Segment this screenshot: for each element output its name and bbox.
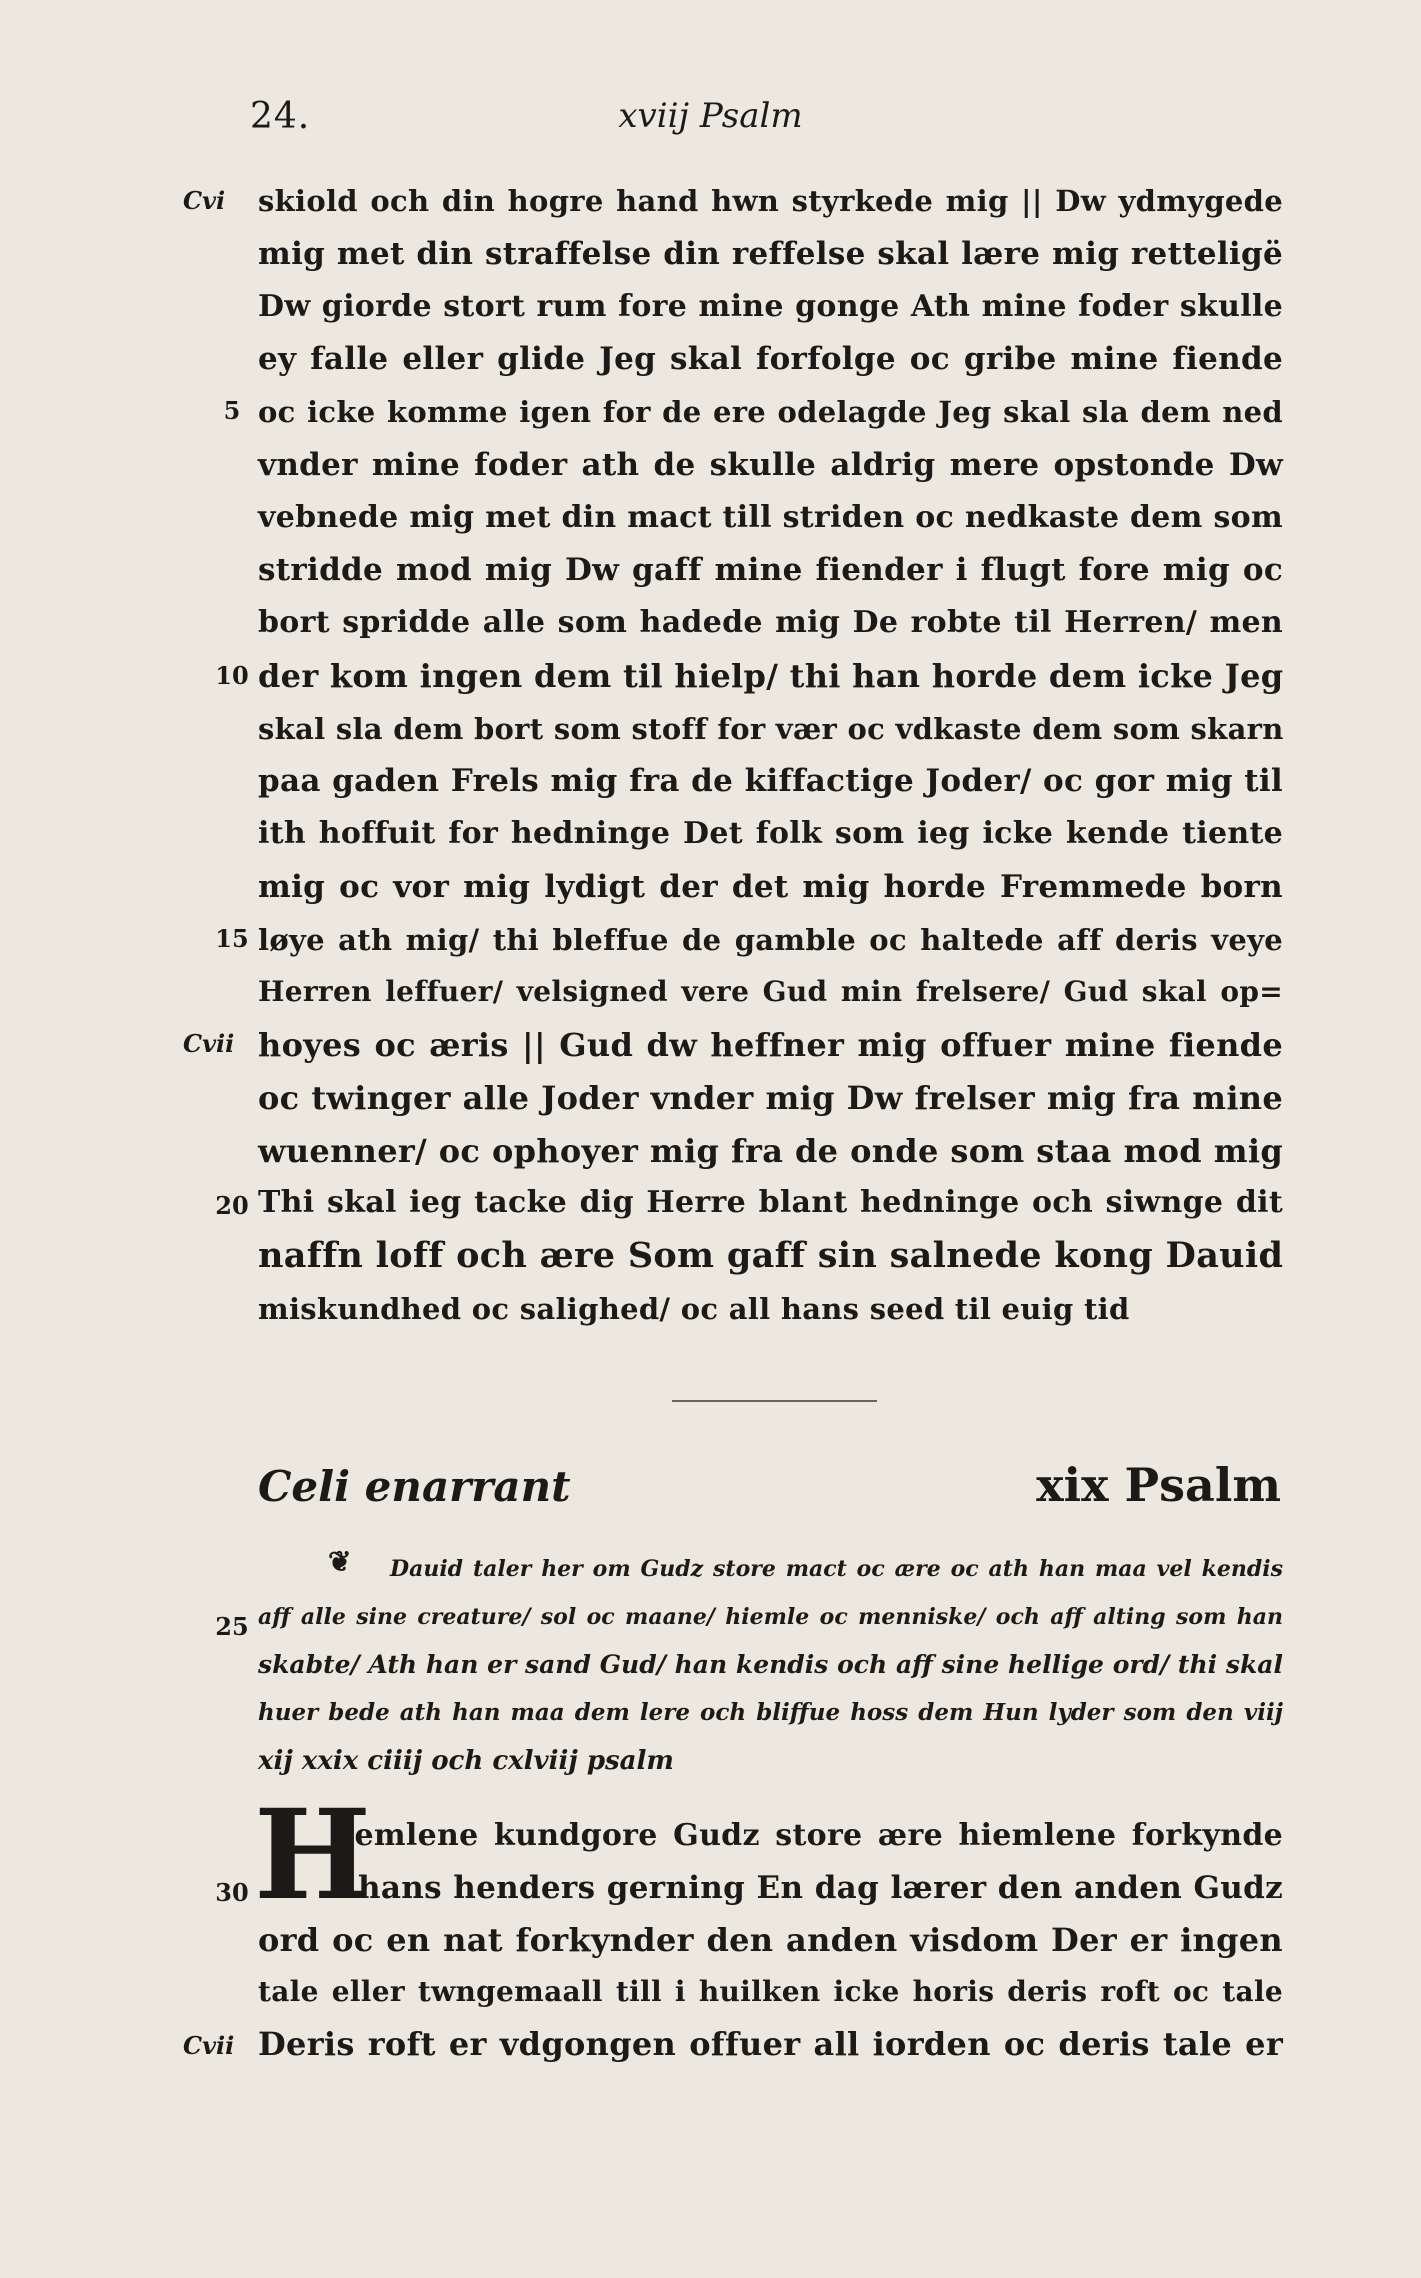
text-line: Dw giorde stort rum fore mine gonge Ath mine foder skulle xyxy=(258,289,1283,324)
text-line: Herren leffuer/ velsigned vere Gud min frelsere/ Gud skal op= xyxy=(258,975,1283,1008)
fleuron-icon: ❦ xyxy=(328,1545,352,1578)
text-line: ith hoffuit for hedninge Det folk som ieg icke kende tiente xyxy=(258,816,1283,851)
text-line: miskundhed oc salighed/ oc all hans seed til euig tid xyxy=(258,1292,1130,1326)
psalm-number: xix Psalm xyxy=(1036,1458,1281,1512)
text-line: stridde mod mig Dw gaff mine fiender i flugt fore mig oc xyxy=(258,552,1283,588)
text-line: paa gaden Frels mig fra de kiffactige Joder/ oc gor mig til xyxy=(258,763,1283,799)
line-number: 30 xyxy=(215,1878,249,1907)
text-line: der kom ingen dem til hielp/ thi han horde dem icke Jeg xyxy=(258,657,1284,695)
margin-note: Cvi xyxy=(183,186,226,215)
summary-line: aff alle sine creature/ sol oc maane/ hiemle oc menniske/ och aff alting som han xyxy=(258,1604,1283,1630)
line-number: 5 xyxy=(223,396,241,425)
page-header xyxy=(0,96,1421,146)
section-divider xyxy=(672,1400,877,1402)
line-number: 10 xyxy=(215,661,249,690)
line-number: 20 xyxy=(215,1191,249,1220)
text-line: oc twinger alle Joder vnder mig Dw frelser mig fra mine xyxy=(258,1079,1283,1117)
psalm-incipit: Celi enarrant xyxy=(258,1462,571,1511)
line-number: 25 xyxy=(215,1612,249,1641)
text-line: tale eller twngemaall till i huilken icke horis deris roft oc tale xyxy=(258,1975,1283,2008)
margin-note: Cvii xyxy=(183,2031,235,2060)
running-head: xviij Psalm xyxy=(618,96,803,136)
summary-line: huer bede ath han maa dem lere och bliffue hoss dem Hun lyder som den viij xyxy=(258,1699,1283,1726)
margin-note: Cvii xyxy=(183,1029,235,1058)
text-line: mig oc vor mig lydigt der det mig horde Fremmede born xyxy=(258,869,1283,905)
text-line: Deris roft er vdgongen offuer all iorden oc deris tale er xyxy=(258,2025,1283,2063)
text-line: ey falle eller glide Jeg skal forfolge oc gribe mine fiende xyxy=(258,341,1283,377)
text-line: Thi skal ieg tacke dig Herre blant hedninge och siwnge dit xyxy=(258,1185,1283,1220)
text-line: løye ath mig/ thi bleffue de gamble oc haltede aff deris veye xyxy=(258,923,1283,957)
text-line: vnder mine foder ath de skulle aldrig mere opstonde Dw xyxy=(258,447,1283,483)
drop-capital: H xyxy=(254,1783,372,1928)
text-line: vebnede mig met din mact till striden oc nedkaste dem som xyxy=(258,500,1283,535)
text-line: bort spridde alle som hadede mig De robte til Herren/ men xyxy=(258,605,1283,640)
page-number: 24. xyxy=(250,96,311,137)
text-line: ord oc en nat forkynder den anden visdom Der er ingen xyxy=(258,1921,1283,1959)
text-line: wuenner/ oc ophoyer mig fra de onde som staa mod mig xyxy=(258,1132,1283,1170)
text-line: skal sla dem bort som stoff for vær oc vdkaste dem som skarn xyxy=(258,712,1284,746)
summary-line: xij xxix ciiij och cxlviij psalm xyxy=(258,1746,674,1776)
text-line: oc icke komme igen for de ere odelagde Jeg skal sla dem ned xyxy=(258,395,1283,429)
text-line: skiold och din hogre hand hwn styrkede mig || Dw ydmygede xyxy=(258,184,1283,218)
text-line: hans henders gerning En dag lærer den anden Gudz xyxy=(358,1870,1283,1906)
line-number: 15 xyxy=(215,924,249,953)
text-line: Jemlene kundgore Gudz store ære hiemlene forkynde xyxy=(340,1818,1283,1853)
summary-line: skabte/ Ath han er sand Gud/ han kendis och aff sine hellige ord/ thi skal xyxy=(258,1650,1283,1679)
text-line: naffn loff och ære Som gaff sin salnede kong Dauid xyxy=(258,1235,1284,1276)
text-line: hoyes oc æris || Gud dw heffner mig offuer mine fiende xyxy=(258,1026,1283,1064)
text-line: mig met din straffelse din reffelse skal lære mig retteligë xyxy=(258,236,1283,272)
summary-line: Dauid taler her om Gudz store mact oc ære oc ath han maa vel kendis xyxy=(390,1556,1283,1582)
